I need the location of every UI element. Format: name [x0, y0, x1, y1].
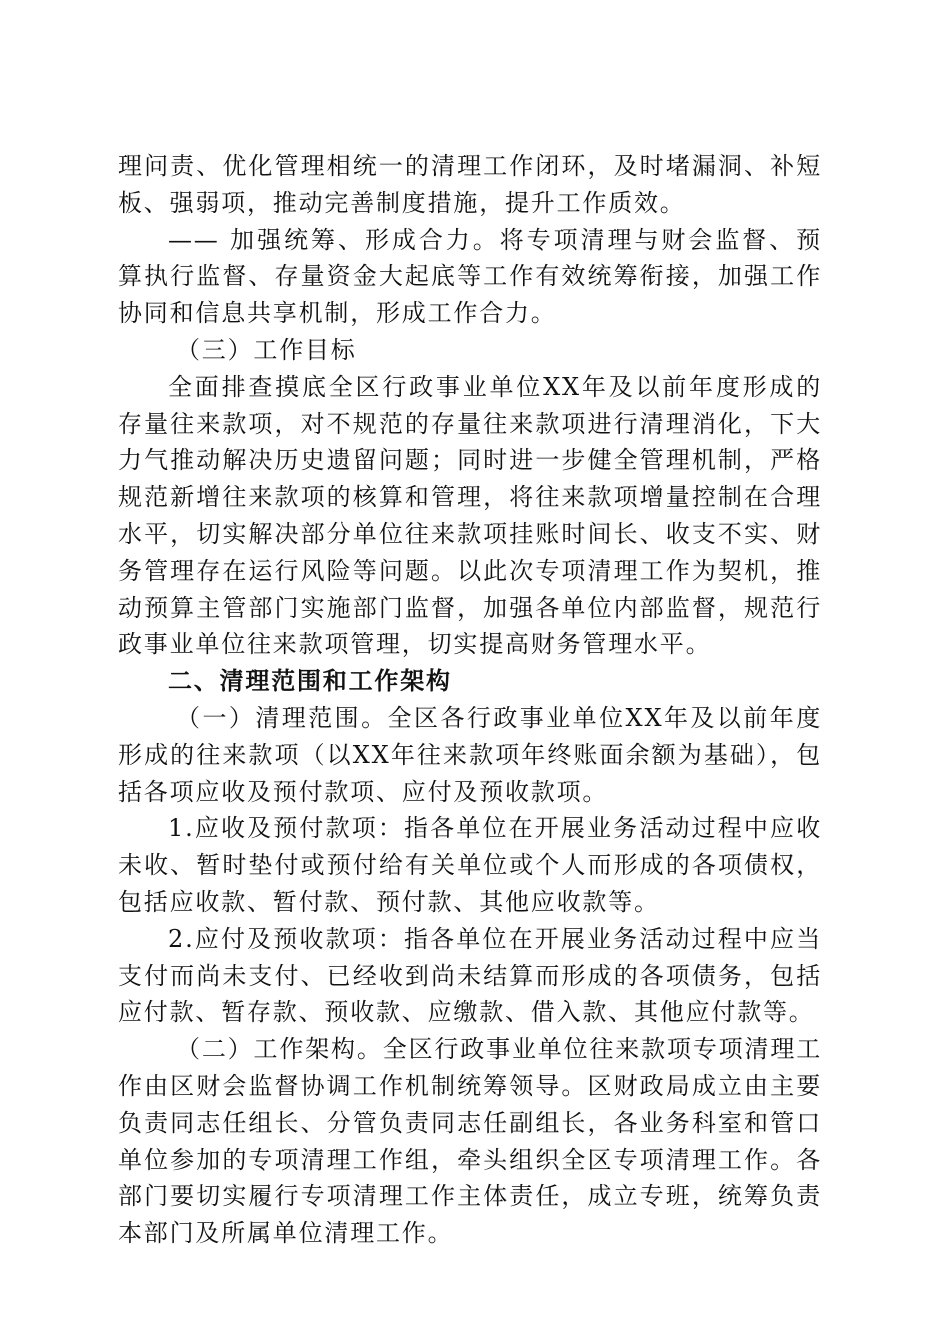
paragraph-scope: （一）清理范围。全区各行政事业单位XX年及以前年度形成的往来款项（以XX年往来款项年终账面余额为基础），包括各项应收及预付款项、应付及预收款项。 — [118, 703, 822, 806]
paragraph-work-goals: 全面排查摸底全区行政事业单位XX年及以前年度形成的存量往来款项，对不规范的存量往来款项进行清理消化，下大力气推动解决历史遗留问题；同时进一步健全管理机制，严格规范新增往来款项的核算和管理，将往来款项增量控制在合理水平，切实解决部分单位往来款项挂账时间长、收支不实、财务管理存在运行风险等问题。以此次专项清理工作为契机，推动预算主管部门实施部门监督，加强各单位内部监督，规范行政事业单位往来款项管理，切实提高财务管理水平。 — [118, 372, 822, 659]
subheading-work-goals: （三）工作目标 — [176, 335, 357, 364]
section-heading-scope-structure: 二、清理范围和工作架构 — [168, 667, 452, 696]
paragraph-receivables: 1.应收及预付款项：指各单位在开展业务活动过程中应收未收、暂时垫付或预付给有关单位或个人而形成的各项债权，包括应收款、暂付款、预付款、其他应收款等。 — [118, 814, 822, 916]
paragraph-coordination: —— 加强统筹、形成合力。将专项清理与财会监督、预算执行监督、存量资金大起底等工作有效统筹衔接，加强工作协同和信息共享机制，形成工作合力。 — [118, 225, 822, 328]
paragraph-work-structure: （二）工作架构。全区行政事业单位往来款项专项清理工作由区财会监督协调工作机制统筹领导。区财政局成立由主要负责同志任组长、分管负责同志任副组长，各业务科室和管口单位参加的专项清理工作组，牵头组织全区专项清理工作。各部门要切实履行专项清理工作主体责任，成立专班，统筹负责本部门及所属单位清理工作。 — [118, 1035, 822, 1248]
paragraph-closing-loop: 理问责、优化管理相统一的清理工作闭环，及时堵漏洞、补短板、强弱项，推动完善制度措施，提升工作质效。 — [118, 152, 822, 217]
document-page — [118, 148, 822, 1252]
paragraph-payables: 2.应付及预收款项：指各单位在开展业务活动过程中应当支付而尚未支付、已经收到尚未结算而形成的各项债务，包括应付款、暂存款、预收款、应缴款、借入款、其他应付款等。 — [118, 924, 822, 1027]
